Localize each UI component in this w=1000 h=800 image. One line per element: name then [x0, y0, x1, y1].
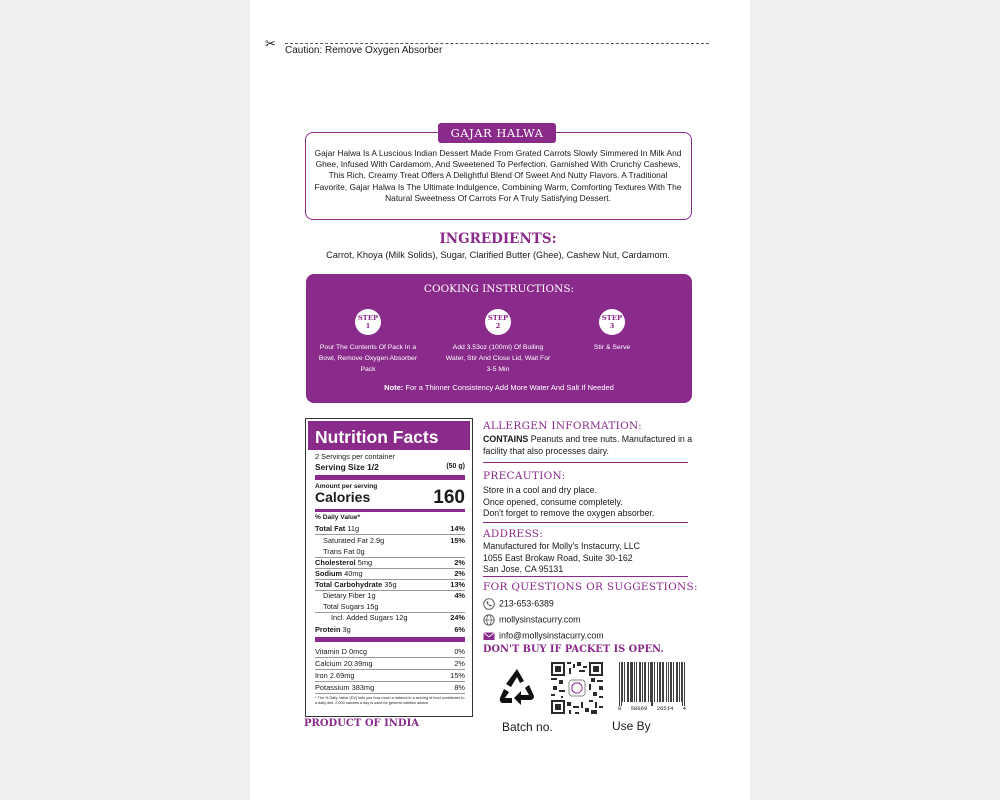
- serving-size: [315, 462, 465, 472]
- warning-text: DON'T BUY IF PACKET IS OPEN.: [483, 644, 664, 655]
- nutrient-label: Saturated Fat: [323, 536, 368, 545]
- barcode-bar: [663, 662, 664, 702]
- nutrient-daily-value: 2%: [454, 569, 465, 578]
- barcode-bar: [676, 662, 677, 702]
- allergen-title: ALLERGEN INFORMATION:: [483, 420, 642, 432]
- row-divider: [315, 693, 465, 694]
- step-number: 1: [365, 322, 371, 330]
- nutrient-daily-value: 15%: [450, 536, 465, 545]
- row-divider: [315, 534, 465, 535]
- nutrient-daily-value: 14%: [450, 524, 465, 533]
- barcode-digit-group: 26514: [656, 705, 674, 712]
- step-2-badge: [485, 309, 511, 335]
- vitamin-row: [315, 659, 465, 668]
- barcode-bar: [645, 662, 646, 702]
- precaution-title: PRECAUTION:: [483, 470, 566, 482]
- step-3-badge: [599, 309, 625, 335]
- barcode-bar: [659, 662, 660, 702]
- vitamin-daily-value: 15%: [450, 671, 465, 680]
- vitamin-label: Calcium: [315, 659, 342, 668]
- ingredients-title: INGREDIENTS:: [439, 231, 557, 247]
- product-title: GAJAR HALWA: [438, 123, 556, 143]
- vitamin-amount: 20.39mg: [343, 659, 373, 668]
- nutrient-row: [315, 591, 465, 600]
- daily-value-header: % Daily Value*: [315, 514, 361, 521]
- barcode-bar: [642, 662, 643, 702]
- nutrient-daily-value: 13%: [450, 580, 465, 589]
- daily-value-footnote: * The % Daily Value (DV) tells you how much a nutrient in a serving of food contributes to a daily diet. 2,000 calories a day is used for general nutrition advice.: [315, 696, 465, 705]
- servings-per-container: 2 Servings per container: [315, 452, 396, 461]
- scissors-icon: ✂: [265, 36, 276, 51]
- barcode-bar: [668, 662, 669, 702]
- step-1-text: Pour The Contents Of Pack In a Bowl, Remove Oxygen Absorber Pack: [318, 344, 418, 373]
- nutrient-label: Total Fat: [315, 524, 346, 533]
- nutrient-daily-value: 2%: [454, 558, 465, 567]
- vitamin-amount: 2.69mg: [329, 671, 355, 680]
- vitamin-daily-value: 0%: [454, 647, 465, 656]
- phone-number[interactable]: 213-653-6389: [499, 598, 554, 609]
- website-contact: [483, 614, 580, 626]
- divider: [483, 522, 688, 523]
- barcode-bar: [640, 662, 641, 702]
- barcode-bar: [666, 662, 667, 702]
- vitamin-amount: 0mcg: [348, 647, 368, 656]
- step-label: STEP: [601, 314, 623, 322]
- address-line: Manufactured for Molly's Instacurry, LLC: [483, 541, 640, 551]
- nutrient-amount: 40mg: [344, 569, 363, 578]
- address-title: ADDRESS:: [483, 528, 544, 540]
- medium-rule: [315, 509, 465, 512]
- barcode-bar: [630, 662, 631, 702]
- step-label: STEP: [487, 314, 509, 322]
- nutrient-row: [315, 580, 465, 589]
- nutrient-daily-value: 24%: [450, 613, 465, 622]
- nutrient-row: [315, 569, 465, 578]
- barcode-bar: [682, 662, 683, 706]
- barcode-bar: [650, 662, 651, 702]
- nutrient-label: Dietary Fiber: [323, 591, 366, 600]
- nutrient-row: [315, 602, 465, 611]
- nutrient-row: [315, 558, 465, 567]
- ingredients-text: Carrot, Khoya (Milk Solids), Sugar, Clarified Butter (Ghee), Cashew Nut, Cardamom.: [326, 250, 670, 260]
- barcode-bar: [679, 662, 680, 702]
- cooking-note: [306, 383, 692, 392]
- barcode-bar: [660, 662, 661, 702]
- origin-label: PRODUCT OF INDIA: [304, 718, 420, 729]
- barcode-bar: [651, 662, 652, 706]
- note-text: For a Thinner Consistency Add More Water And Salt If Needed: [405, 383, 614, 392]
- row-divider: [315, 669, 465, 670]
- nutrition-facts-panel: [305, 418, 473, 717]
- barcode-bar: [670, 662, 671, 702]
- barcode-bar: [662, 662, 663, 702]
- divider: [483, 462, 688, 463]
- barcode-bar: [624, 662, 625, 702]
- barcode-bar: [636, 662, 637, 702]
- nutrient-label: Protein: [315, 625, 341, 634]
- barcode-bar: [622, 662, 623, 702]
- calories-row: [315, 487, 465, 508]
- dashed-cut-line: [285, 43, 709, 44]
- note-label: Note:: [384, 383, 404, 392]
- nutrient-label: Incl. Added Sugars: [331, 613, 394, 622]
- nutrient-label: Sodium: [315, 569, 343, 578]
- product-description: Gajar Halwa Is A Luscious Indian Dessert Made From Grated Carrots Slowly Simmered In Milk And Ghee, Infused With Cardamom, And Sweetened To Perfection. Garnished With Crunchy Cashews, This Rich, Creamy Treat Offers A Delightful Blend Of Sweet And Nutty Flavors. A Traditional Favorite, Gajar Halwa Is The Ultimate Indulgence, Combining Warm, Comforting Textures With The Natural Sweetness Of Carrots For A Truly Satisfying Dessert.: [314, 148, 682, 203]
- website-link[interactable]: mollysinstacurry.com: [499, 614, 581, 625]
- barcode-bar: [639, 662, 640, 702]
- qr-code: [551, 662, 603, 714]
- calories-label: Calories: [315, 489, 371, 505]
- barcode-bar: [634, 662, 635, 702]
- nutrient-amount: 15g: [366, 602, 379, 611]
- serving-size-value: (50 g): [446, 463, 465, 470]
- questions-title: FOR QUESTIONS OR SUGGESTIONS:: [483, 581, 698, 593]
- barcode-bar: [644, 662, 645, 702]
- nutrient-daily-value: 4%: [454, 591, 465, 600]
- vitamin-label: Iron: [315, 671, 328, 680]
- phone-contact: [483, 598, 554, 610]
- vitamin-row: [315, 671, 465, 680]
- email-icon: [483, 630, 495, 642]
- nutrient-amount: 3g: [342, 625, 351, 634]
- step-number: 2: [495, 322, 501, 330]
- step-2-text: Add 3.53oz (100ml) Of Boiling Water, Stir And Close Lid, Wait For 3-5 Min: [445, 344, 551, 373]
- barcode-bar: [684, 662, 685, 706]
- barcode-bar: [619, 662, 620, 706]
- step-1-badge: [355, 309, 381, 335]
- barcode-bars: [618, 662, 686, 706]
- step-3-text: Stir & Serve: [593, 344, 631, 351]
- barcode-bar: [652, 662, 653, 706]
- amount-per-serving: Amount per serving: [315, 483, 378, 490]
- caution-text: Caution: Remove Oxygen Absorber: [285, 45, 443, 56]
- nutrient-row: [315, 547, 465, 556]
- nutrient-amount: 11g: [347, 524, 360, 533]
- allergen-detail: Peanuts and tree nuts. Manufactured in a facility that also processes dairy.: [483, 434, 693, 456]
- serving-size-label: Serving Size 1/2: [315, 462, 379, 472]
- nutrient-amount: 2.9g: [369, 536, 385, 545]
- barcode-digit-group: 50069: [630, 705, 648, 712]
- barcode-bar: [677, 662, 678, 702]
- address-text: [483, 541, 698, 576]
- nutrient-amount: 5mg: [357, 558, 373, 567]
- precaution-line: Store in a cool and dry place.: [483, 485, 597, 495]
- barcode-bar: [621, 662, 622, 706]
- cooking-instructions-panel: [306, 274, 692, 403]
- nutrient-daily-value: 6%: [454, 625, 465, 634]
- nutrient-row: [315, 625, 465, 634]
- nutrient-row: [315, 536, 465, 545]
- nutrient-label: Total Sugars: [323, 602, 365, 611]
- precaution-text: [483, 485, 698, 520]
- vitamin-row: [315, 683, 465, 692]
- batch-label: Batch no.: [502, 720, 553, 734]
- step-number: 3: [609, 322, 615, 330]
- email-contact: [483, 630, 604, 642]
- nutrition-title: Nutrition Facts: [308, 421, 470, 450]
- nutrient-amount: 0g: [356, 547, 365, 556]
- barcode-bar: [632, 662, 633, 702]
- address-line: San Jose, CA 95131: [483, 564, 564, 575]
- barcode-bar: [627, 662, 628, 702]
- vitamin-row: [315, 647, 465, 656]
- nutrient-row: [315, 524, 465, 533]
- vitamin-daily-value: 2%: [454, 659, 465, 668]
- nutrient-label: Cholesterol: [315, 558, 356, 567]
- allergen-text: [483, 434, 698, 457]
- barcode-bar: [671, 662, 672, 702]
- vitamin-label: Vitamin D: [315, 647, 347, 656]
- barcode-bar: [648, 662, 649, 702]
- nutrient-row: [315, 613, 465, 622]
- address-line: 1055 East Brokaw Road, Suite 30-162: [483, 552, 633, 563]
- barcode: [618, 662, 686, 714]
- nutrient-amount: 35g: [384, 580, 397, 589]
- thick-rule: [315, 637, 465, 642]
- row-divider: [315, 657, 465, 658]
- vitamin-daily-value: 8%: [454, 683, 465, 692]
- barcode-bar: [631, 662, 632, 702]
- use-by-label: Use By: [612, 719, 651, 733]
- nutrient-amount: 1g: [367, 591, 376, 600]
- recycle-icon: [496, 665, 538, 707]
- precaution-line: Don't forget to remove the oxygen absorber.: [483, 508, 655, 519]
- vitamin-label: Potassium: [315, 683, 350, 692]
- step-label: STEP: [357, 314, 379, 322]
- calories-value: 160: [433, 487, 465, 508]
- precaution-line: Once opened, consume completely.: [483, 496, 623, 507]
- barcode-digits: [618, 705, 686, 712]
- contains-label: CONTAINS: [483, 434, 529, 444]
- barcode-bar: [681, 662, 682, 702]
- barcode-bar: [654, 662, 655, 702]
- cooking-title: COOKING INSTRUCTIONS:: [423, 283, 575, 295]
- nutrient-label: Total Carbohydrate: [315, 580, 383, 589]
- nutrient-amount: 12g: [395, 613, 408, 622]
- barcode-bar: [673, 662, 674, 702]
- phone-icon: [483, 598, 495, 610]
- email-link[interactable]: info@mollysinstacurry.com: [499, 630, 604, 641]
- barcode-digit-group: 8: [618, 705, 622, 712]
- nutrient-label: Trans Fat: [323, 547, 355, 556]
- thick-rule: [315, 475, 465, 480]
- divider: [483, 576, 688, 577]
- barcode-digit-group: 4: [682, 705, 686, 712]
- barcode-bar: [628, 662, 629, 702]
- barcode-bar: [657, 662, 658, 702]
- vitamin-amount: 383mg: [351, 683, 375, 692]
- globe-icon: [483, 614, 495, 626]
- row-divider: [315, 681, 465, 682]
